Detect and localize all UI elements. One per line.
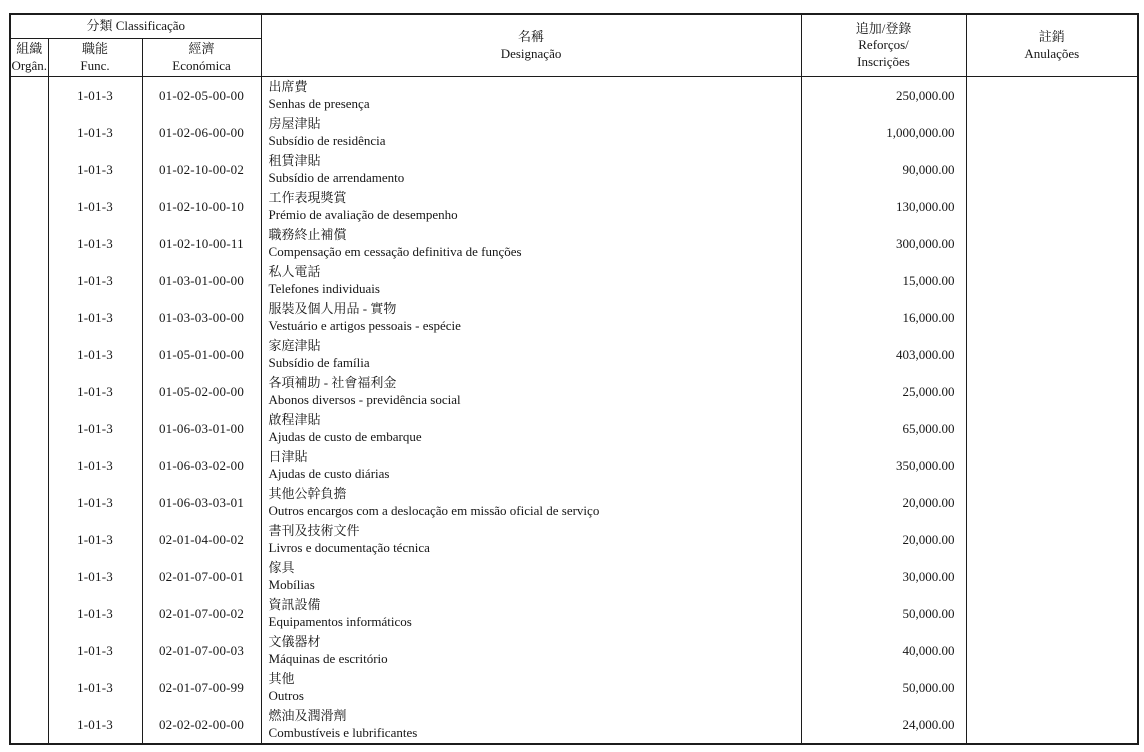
org-cell (10, 262, 48, 299)
table-row (10, 595, 1138, 632)
anulacao-cell (966, 410, 1138, 447)
header-anulacoes-cn: 註銷 (1038, 28, 1065, 44)
amount-cell: 30,000.00 (801, 558, 966, 595)
anulacao-cell (966, 114, 1138, 151)
func-cell: 1-01-3 (48, 706, 142, 744)
func-cell: 1-01-3 (48, 669, 142, 706)
amount-cell: 1,000,000.00 (801, 114, 966, 151)
econ-cell: 01-03-01-00-00 (142, 262, 261, 299)
anulacao-cell (966, 447, 1138, 484)
table-row (10, 484, 1138, 521)
anulacao-cell (966, 706, 1138, 744)
econ-cell: 01-06-03-01-00 (142, 410, 261, 447)
header-designation-cn: 名稱 (518, 28, 545, 44)
designation-cn: 私人電話 (268, 264, 321, 280)
org-cell (10, 447, 48, 484)
designation-cell (261, 595, 801, 632)
header-reforcos-pt2: Inscrições (857, 53, 910, 69)
designation-pt: Ajudas de custo diárias (268, 465, 390, 481)
anulacao-cell (966, 77, 1138, 115)
designation-pt: Máquinas de escritório (268, 650, 388, 666)
org-cell (10, 77, 48, 115)
header-org-cn: 組織 (16, 40, 43, 56)
header-designation (261, 14, 801, 77)
designation-pt: Equipamentos informáticos (268, 613, 412, 629)
amount-cell: 65,000.00 (801, 410, 966, 447)
anulacao-cell (966, 521, 1138, 558)
amount-cell: 250,000.00 (801, 77, 966, 115)
header-anulacoes (966, 14, 1138, 77)
header-org-pt: Orgân. (11, 57, 47, 73)
designation-cn: 文儀器材 (268, 634, 321, 650)
header-reforcos (801, 14, 966, 77)
econ-cell: 01-06-03-02-00 (142, 447, 261, 484)
func-cell: 1-01-3 (48, 558, 142, 595)
amount-cell: 15,000.00 (801, 262, 966, 299)
anulacao-cell (966, 669, 1138, 706)
anulacao-cell (966, 188, 1138, 225)
header-func-pt: Func. (80, 57, 110, 73)
designation-pt: Compensação em cessação definitiva de funções (268, 243, 522, 259)
table-row (10, 77, 1138, 115)
amount-cell: 20,000.00 (801, 521, 966, 558)
econ-cell: 02-02-02-00-00 (142, 706, 261, 744)
header-reforcos-cn: 追加/登錄 (855, 20, 912, 36)
table-row (10, 632, 1138, 669)
designation-cn: 家庭津貼 (268, 338, 321, 354)
org-cell (10, 188, 48, 225)
designation-cn: 傢具 (268, 560, 295, 576)
designation-cell (261, 114, 801, 151)
econ-cell: 01-02-06-00-00 (142, 114, 261, 151)
table-body (10, 77, 1138, 745)
econ-cell: 01-02-10-00-02 (142, 151, 261, 188)
anulacao-cell (966, 484, 1138, 521)
table-row (10, 669, 1138, 706)
table-row (10, 299, 1138, 336)
table-row (10, 410, 1138, 447)
designation-pt: Prémio de avaliação de desempenho (268, 206, 458, 222)
org-cell (10, 151, 48, 188)
designation-cell (261, 706, 801, 744)
designation-cell (261, 336, 801, 373)
designation-pt: Livros e documentação técnica (268, 539, 430, 555)
org-cell (10, 595, 48, 632)
table-row (10, 188, 1138, 225)
org-cell (10, 669, 48, 706)
header-econ-cn: 經濟 (188, 40, 215, 56)
func-cell: 1-01-3 (48, 484, 142, 521)
designation-cn: 房屋津貼 (268, 116, 321, 132)
anulacao-cell (966, 151, 1138, 188)
designation-cn: 燃油及潤滑劑 (268, 708, 347, 724)
designation-cn: 日津貼 (268, 449, 308, 465)
org-cell (10, 484, 48, 521)
func-cell: 1-01-3 (48, 521, 142, 558)
org-cell (10, 114, 48, 151)
org-cell (10, 373, 48, 410)
designation-cell (261, 225, 801, 262)
designation-pt: Abonos diversos - previdência social (268, 391, 461, 407)
func-cell: 1-01-3 (48, 447, 142, 484)
table-row (10, 521, 1138, 558)
designation-cn: 各項補助 - 社會福利金 (268, 375, 397, 391)
anulacao-cell (966, 595, 1138, 632)
org-cell (10, 336, 48, 373)
table-row (10, 114, 1138, 151)
table-row (10, 151, 1138, 188)
anulacao-cell (966, 632, 1138, 669)
table-row (10, 225, 1138, 262)
org-cell (10, 706, 48, 744)
econ-cell: 01-06-03-03-01 (142, 484, 261, 521)
amount-cell: 130,000.00 (801, 188, 966, 225)
func-cell: 1-01-3 (48, 299, 142, 336)
designation-cell (261, 77, 801, 115)
designation-cell (261, 410, 801, 447)
func-cell: 1-01-3 (48, 336, 142, 373)
designation-cell (261, 373, 801, 410)
designation-cell (261, 632, 801, 669)
designation-pt: Telefones individuais (268, 280, 380, 296)
econ-cell: 02-01-04-00-02 (142, 521, 261, 558)
amount-cell: 20,000.00 (801, 484, 966, 521)
table-row (10, 373, 1138, 410)
designation-cell (261, 669, 801, 706)
designation-cell (261, 558, 801, 595)
designation-cn: 其他 (268, 671, 295, 687)
designation-cn: 租賃津貼 (268, 153, 321, 169)
amount-cell: 50,000.00 (801, 669, 966, 706)
func-cell: 1-01-3 (48, 188, 142, 225)
amount-cell: 300,000.00 (801, 225, 966, 262)
designation-pt: Combustíveis e lubrificantes (268, 724, 418, 740)
amount-cell: 90,000.00 (801, 151, 966, 188)
anulacao-cell (966, 299, 1138, 336)
header-anulacoes-pt: Anulações (1024, 45, 1080, 61)
func-cell: 1-01-3 (48, 225, 142, 262)
designation-pt: Mobílias (268, 576, 315, 592)
designation-cn: 服裝及個人用品 - 實物 (268, 301, 397, 317)
func-cell: 1-01-3 (48, 595, 142, 632)
designation-cn: 啟程津貼 (268, 412, 321, 428)
econ-cell: 01-02-10-00-10 (142, 188, 261, 225)
econ-cell: 02-01-07-00-99 (142, 669, 261, 706)
header-func (48, 39, 142, 77)
header-classification-label: 分類 Classificação (86, 18, 186, 34)
table-row (10, 262, 1138, 299)
designation-pt: Subsídio de arrendamento (268, 169, 405, 185)
table-row (10, 336, 1138, 373)
econ-cell: 02-01-07-00-02 (142, 595, 261, 632)
org-cell (10, 225, 48, 262)
econ-cell: 01-02-10-00-11 (142, 225, 261, 262)
designation-cn: 出席費 (268, 79, 308, 95)
func-cell: 1-01-3 (48, 114, 142, 151)
designation-cell (261, 447, 801, 484)
designation-cell (261, 188, 801, 225)
designation-cell (261, 484, 801, 521)
amount-cell: 24,000.00 (801, 706, 966, 744)
header-designation-pt: Designação (500, 45, 562, 61)
amount-cell: 25,000.00 (801, 373, 966, 410)
designation-cn: 其他公幹負擔 (268, 486, 347, 502)
amount-cell: 403,000.00 (801, 336, 966, 373)
econ-cell: 02-01-07-00-01 (142, 558, 261, 595)
designation-cn: 職務終止補償 (268, 227, 347, 243)
designation-cell (261, 299, 801, 336)
func-cell: 1-01-3 (48, 262, 142, 299)
header-func-cn: 職能 (81, 40, 108, 56)
budget-table (9, 13, 1139, 745)
org-cell (10, 299, 48, 336)
designation-pt: Ajudas de custo de embarque (268, 428, 422, 444)
designation-cell (261, 521, 801, 558)
anulacao-cell (966, 336, 1138, 373)
econ-cell: 02-01-07-00-03 (142, 632, 261, 669)
econ-cell: 01-02-05-00-00 (142, 77, 261, 115)
amount-cell: 50,000.00 (801, 595, 966, 632)
anulacao-cell (966, 262, 1138, 299)
econ-cell: 01-03-03-00-00 (142, 299, 261, 336)
header-econ (142, 39, 261, 77)
designation-cell (261, 151, 801, 188)
designation-pt: Senhas de presença (268, 95, 370, 111)
org-cell (10, 410, 48, 447)
designation-cn: 資訊設備 (268, 597, 321, 613)
org-cell (10, 558, 48, 595)
designation-pt: Subsídio de família (268, 354, 370, 370)
amount-cell: 16,000.00 (801, 299, 966, 336)
amount-cell: 40,000.00 (801, 632, 966, 669)
table-row (10, 447, 1138, 484)
designation-pt: Vestuário e artigos pessoais - espécie (268, 317, 461, 333)
func-cell: 1-01-3 (48, 410, 142, 447)
anulacao-cell (966, 558, 1138, 595)
header-org (10, 39, 48, 77)
func-cell: 1-01-3 (48, 151, 142, 188)
header-econ-pt: Económica (172, 57, 231, 73)
table-row (10, 706, 1138, 744)
anulacao-cell (966, 225, 1138, 262)
amount-cell: 350,000.00 (801, 447, 966, 484)
econ-cell: 01-05-01-00-00 (142, 336, 261, 373)
func-cell: 1-01-3 (48, 373, 142, 410)
func-cell: 1-01-3 (48, 77, 142, 115)
designation-cell (261, 262, 801, 299)
designation-pt: Outros (268, 687, 304, 703)
header-classification (10, 14, 261, 39)
org-cell (10, 521, 48, 558)
designation-pt: Subsídio de residência (268, 132, 386, 148)
anulacao-cell (966, 373, 1138, 410)
table-header (10, 14, 1138, 77)
designation-cn: 工作表現獎賞 (268, 190, 347, 206)
org-cell (10, 632, 48, 669)
econ-cell: 01-05-02-00-00 (142, 373, 261, 410)
table-row (10, 558, 1138, 595)
designation-pt: Outros encargos com a deslocação em missão oficial de serviço (268, 502, 600, 518)
func-cell: 1-01-3 (48, 632, 142, 669)
header-reforcos-pt1: Reforços/ (858, 37, 909, 53)
designation-cn: 書刊及技術文件 (268, 523, 360, 539)
